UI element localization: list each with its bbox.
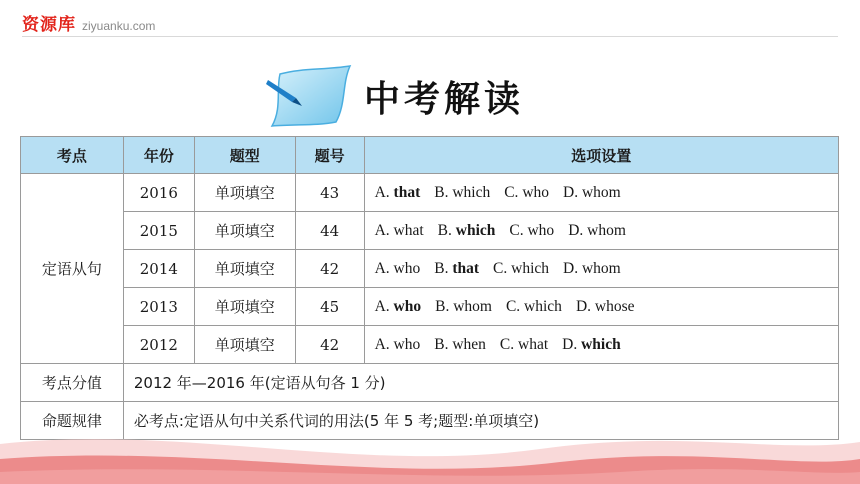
option-text: what <box>518 335 549 353</box>
options-cell <box>364 174 838 212</box>
table-row <box>21 174 839 212</box>
option-text: whom <box>581 183 621 201</box>
year-cell: 2016 <box>123 174 194 212</box>
option-letter: B. <box>434 335 453 353</box>
option-letter: D. <box>568 221 588 239</box>
header-number: 题号 <box>295 137 364 174</box>
option-letter: A. <box>374 259 394 277</box>
header-options: 选项设置 <box>364 137 838 174</box>
number-cell: 42 <box>295 326 364 364</box>
option-text: which <box>452 183 491 201</box>
pen-scroll-icon <box>262 64 358 128</box>
option-letter: D. <box>575 297 595 315</box>
option-answer: who <box>393 297 422 315</box>
option-item <box>504 184 549 201</box>
option-item <box>375 336 421 353</box>
option-item <box>435 298 492 315</box>
score-row <box>21 364 839 402</box>
type-cell: 单项填空 <box>194 174 295 212</box>
year-cell: 2014 <box>123 250 194 288</box>
type-cell: 单项填空 <box>194 250 295 288</box>
option-text: who <box>522 183 550 201</box>
options-cell <box>364 250 838 288</box>
table-header-row <box>21 137 839 174</box>
option-text: which <box>524 297 562 315</box>
option-text: when <box>452 335 486 353</box>
option-text: whom <box>453 297 492 315</box>
option-answer: that <box>452 259 480 277</box>
option-letter: A. <box>374 297 394 315</box>
number-cell: 44 <box>295 212 364 250</box>
header-divider <box>22 36 838 37</box>
table-row <box>21 250 839 288</box>
option-text: who <box>527 221 555 239</box>
table-row <box>21 212 839 250</box>
header-type: 题型 <box>194 137 295 174</box>
header-topic: 考点 <box>21 137 124 174</box>
year-cell: 2012 <box>123 326 194 364</box>
option-item <box>563 184 621 201</box>
rule-label: 命题规律 <box>21 402 124 440</box>
score-value: 2012 年—2016 年(定语从句各 1 分) <box>123 364 838 402</box>
option-item <box>506 298 562 315</box>
options-cell <box>364 212 838 250</box>
page-title: 中考解读 <box>364 78 525 120</box>
option-letter: D. <box>563 259 582 277</box>
option-text: which <box>511 259 550 277</box>
option-letter: C. <box>509 221 528 239</box>
option-item <box>434 336 486 353</box>
number-cell: 43 <box>295 174 364 212</box>
brand-domain: ziyuanku.com <box>82 19 156 33</box>
option-text: who <box>393 259 421 277</box>
option-letter: C. <box>499 335 518 353</box>
option-letter: C. <box>505 297 525 315</box>
table-row <box>21 326 839 364</box>
option-item <box>500 336 548 353</box>
option-text: whom <box>581 259 621 277</box>
option-letter: A. <box>374 183 394 201</box>
decorative-wave <box>0 414 860 484</box>
option-item <box>438 222 496 239</box>
option-letter: A. <box>374 221 394 239</box>
option-text: what <box>393 221 424 239</box>
option-text: whose <box>594 297 635 315</box>
type-cell: 单项填空 <box>194 288 295 326</box>
option-item <box>434 184 490 201</box>
option-item <box>509 222 554 239</box>
option-item <box>434 260 479 277</box>
options-cell <box>364 326 838 364</box>
year-cell: 2013 <box>123 288 194 326</box>
option-answer: which <box>455 221 496 239</box>
option-item <box>375 298 422 315</box>
option-letter: A. <box>374 335 394 353</box>
topic-cell: 定语从句 <box>21 174 124 364</box>
header-year: 年份 <box>123 137 194 174</box>
exam-analysis-table <box>20 136 839 440</box>
options-cell <box>364 288 838 326</box>
option-text: who <box>393 335 421 353</box>
option-letter: C. <box>504 183 523 201</box>
score-label: 考点分值 <box>21 364 124 402</box>
option-item <box>562 336 621 353</box>
type-cell: 单项填空 <box>194 212 295 250</box>
option-item <box>568 222 626 239</box>
option-letter: B. <box>434 259 453 277</box>
brand-name: 资源库 <box>22 15 76 35</box>
option-item <box>563 260 621 277</box>
option-answer: which <box>581 335 621 353</box>
title-banner <box>262 64 524 128</box>
option-item <box>375 260 421 277</box>
type-cell: 单项填空 <box>194 326 295 364</box>
year-cell: 2015 <box>123 212 194 250</box>
option-answer: that <box>393 183 421 201</box>
table-row <box>21 288 839 326</box>
option-letter: B. <box>437 221 456 239</box>
option-letter: C. <box>493 259 512 277</box>
option-letter: D. <box>562 335 582 353</box>
option-letter: B. <box>434 183 453 201</box>
option-letter: B. <box>435 297 454 315</box>
brand-logo <box>22 10 155 35</box>
option-item <box>375 184 421 201</box>
number-cell: 45 <box>295 288 364 326</box>
option-text: whom <box>587 221 626 239</box>
option-item <box>375 222 424 239</box>
number-cell: 42 <box>295 250 364 288</box>
option-letter: D. <box>563 183 582 201</box>
rule-value: 必考点:定语从句中关系代词的用法(5 年 5 考;题型:单项填空) <box>123 402 838 440</box>
option-item <box>576 298 635 315</box>
option-item <box>493 260 549 277</box>
